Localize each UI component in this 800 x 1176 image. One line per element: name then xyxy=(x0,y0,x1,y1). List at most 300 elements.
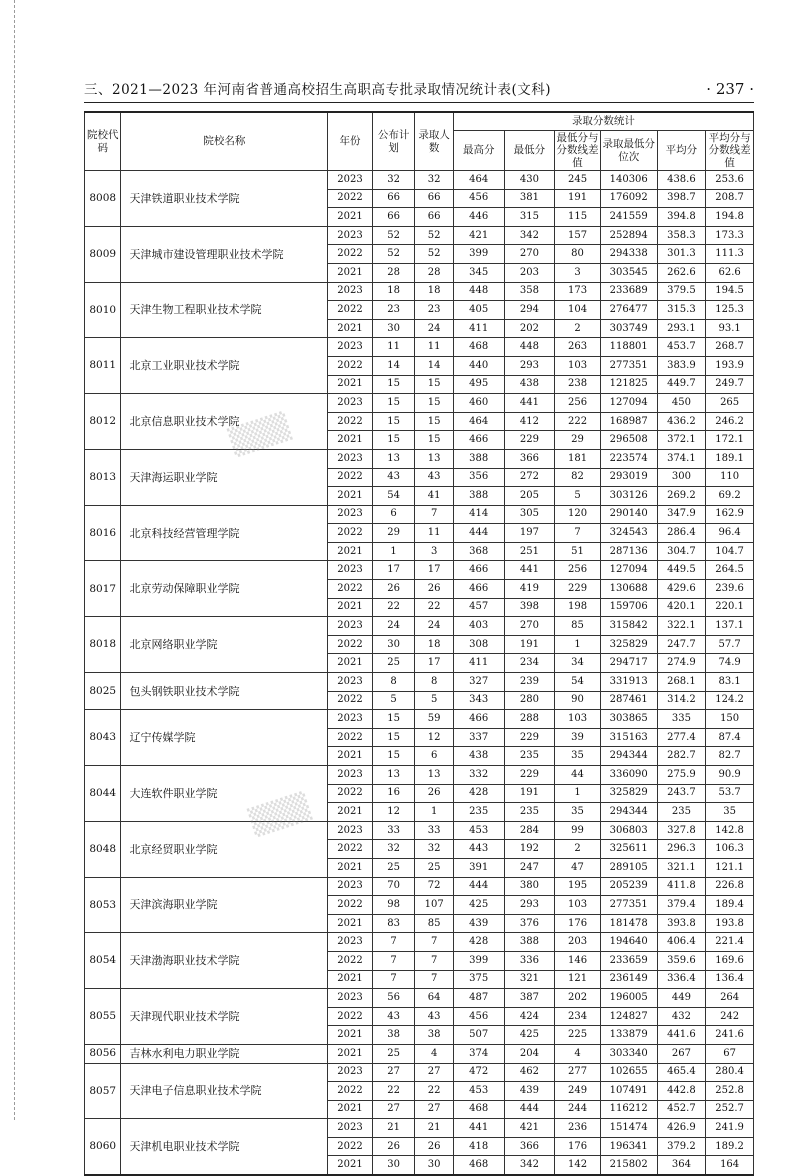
cell-min-rank: 303340 xyxy=(600,1044,657,1063)
table-body xyxy=(85,171,754,1176)
cell-max-score: 444 xyxy=(453,524,504,543)
cell-plan: 26 xyxy=(372,580,415,599)
header-min: 最低分 xyxy=(504,131,555,171)
cell-min-diff: 35 xyxy=(555,747,601,766)
cell-min-rank: 325829 xyxy=(600,784,657,803)
school-code: 8008 xyxy=(85,171,121,227)
cell-admit: 66 xyxy=(415,208,454,227)
cell-plan: 98 xyxy=(372,896,415,915)
cell-max-score: 456 xyxy=(453,1007,504,1026)
cell-avg-score: 374.1 xyxy=(657,449,706,468)
cell-plan: 32 xyxy=(372,840,415,859)
cell-admit: 7 xyxy=(415,970,454,989)
cell-max-score: 421 xyxy=(453,226,504,245)
cell-avg-score: 449.5 xyxy=(657,561,706,580)
cell-year: 2023 xyxy=(328,226,373,245)
cell-year: 2021 xyxy=(328,803,373,822)
cell-year: 2023 xyxy=(328,449,373,468)
header-avg: 平均分 xyxy=(657,131,706,171)
cell-avg-diff: 83.1 xyxy=(706,673,754,692)
cell-admit: 11 xyxy=(415,524,454,543)
cell-plan: 70 xyxy=(372,877,415,896)
cell-min-rank: 233659 xyxy=(600,951,657,970)
cell-plan: 54 xyxy=(372,487,415,506)
cell-avg-score: 379.5 xyxy=(657,282,706,301)
cell-min-rank: 252894 xyxy=(600,226,657,245)
cell-avg-diff: 136.4 xyxy=(706,970,754,989)
cell-max-score: 332 xyxy=(453,766,504,785)
cell-min-score: 203 xyxy=(504,263,555,282)
cell-min-rank: 116212 xyxy=(600,1100,657,1119)
cell-min-diff: 4 xyxy=(555,1044,601,1063)
cell-max-score: 399 xyxy=(453,245,504,264)
cell-avg-diff: 208.7 xyxy=(706,189,754,208)
cell-min-rank: 215802 xyxy=(600,1156,657,1175)
cell-avg-diff: 194.5 xyxy=(706,282,754,301)
cell-min-score: 387 xyxy=(504,989,555,1008)
cell-year: 2021 xyxy=(328,208,373,227)
cell-avg-diff: 189.2 xyxy=(706,1137,754,1156)
cell-min-score: 293 xyxy=(504,896,555,915)
school-code: 8055 xyxy=(85,989,121,1045)
cell-avg-score: 327.8 xyxy=(657,821,706,840)
cell-admit: 72 xyxy=(415,877,454,896)
cell-max-score: 495 xyxy=(453,375,504,394)
school-name: 天津机电职业技术学院 xyxy=(121,1119,328,1175)
cell-avg-score: 359.6 xyxy=(657,951,706,970)
table-row xyxy=(85,338,754,357)
cell-avg-score: 426.9 xyxy=(657,1119,706,1138)
cell-avg-diff: 96.4 xyxy=(706,524,754,543)
cell-min-score: 315 xyxy=(504,208,555,227)
school-name: 辽宁传媒学院 xyxy=(121,710,328,766)
cell-min-rank: 294344 xyxy=(600,803,657,822)
cell-year: 2022 xyxy=(328,468,373,487)
cell-avg-score: 429.6 xyxy=(657,580,706,599)
cell-plan: 7 xyxy=(372,951,415,970)
cell-min-rank: 287461 xyxy=(600,691,657,710)
cell-avg-score: 420.1 xyxy=(657,598,706,617)
table-row xyxy=(85,505,754,524)
cell-avg-diff: 268.7 xyxy=(706,338,754,357)
cell-max-score: 457 xyxy=(453,598,504,617)
cell-avg-diff: 249.7 xyxy=(706,375,754,394)
table-row xyxy=(85,561,754,580)
cell-admit: 22 xyxy=(415,598,454,617)
cell-admit: 25 xyxy=(415,858,454,877)
cell-avg-score: 379.4 xyxy=(657,896,706,915)
cell-min-diff: 1 xyxy=(555,784,601,803)
cell-min-diff: 191 xyxy=(555,189,601,208)
table-row xyxy=(85,226,754,245)
cell-plan: 83 xyxy=(372,914,415,933)
cell-max-score: 375 xyxy=(453,970,504,989)
cell-plan: 13 xyxy=(372,766,415,785)
cell-min-score: 424 xyxy=(504,1007,555,1026)
cell-max-score: 425 xyxy=(453,896,504,915)
cell-admit: 13 xyxy=(415,449,454,468)
cell-year: 2023 xyxy=(328,766,373,785)
cell-year: 2023 xyxy=(328,673,373,692)
cell-avg-diff: 252.8 xyxy=(706,1082,754,1101)
cell-plan: 26 xyxy=(372,1137,415,1156)
cell-avg-score: 406.4 xyxy=(657,933,706,952)
cell-min-rank: 127094 xyxy=(600,394,657,413)
cell-min-diff: 82 xyxy=(555,468,601,487)
cell-min-rank: 196341 xyxy=(600,1137,657,1156)
school-name: 北京工业职业技术学院 xyxy=(121,338,328,394)
cell-max-score: 374 xyxy=(453,1044,504,1063)
cell-admit: 11 xyxy=(415,338,454,357)
cell-min-score: 293 xyxy=(504,356,555,375)
cell-avg-score: 274.9 xyxy=(657,654,706,673)
cell-plan: 14 xyxy=(372,356,415,375)
cell-max-score: 391 xyxy=(453,858,504,877)
cell-max-score: 460 xyxy=(453,394,504,413)
cell-min-score: 441 xyxy=(504,561,555,580)
admission-table-container xyxy=(84,111,754,1176)
school-name: 大连软件职业学院 xyxy=(121,766,328,822)
cell-admit: 4 xyxy=(415,1044,454,1063)
cell-max-score: 418 xyxy=(453,1137,504,1156)
cell-min-score: 305 xyxy=(504,505,555,524)
cell-year: 2022 xyxy=(328,245,373,264)
cell-min-rank: 303749 xyxy=(600,319,657,338)
cell-plan: 22 xyxy=(372,598,415,617)
cell-admit: 6 xyxy=(415,747,454,766)
cell-min-rank: 336090 xyxy=(600,766,657,785)
cell-avg-score: 372.1 xyxy=(657,431,706,450)
cell-min-diff: 244 xyxy=(555,1100,601,1119)
cell-avg-score: 449.7 xyxy=(657,375,706,394)
cell-admit: 15 xyxy=(415,375,454,394)
cell-min-score: 294 xyxy=(504,301,555,320)
cell-admit: 17 xyxy=(415,654,454,673)
cell-max-score: 399 xyxy=(453,951,504,970)
cell-avg-diff: 239.6 xyxy=(706,580,754,599)
cell-min-rank: 293019 xyxy=(600,468,657,487)
cell-year: 2021 xyxy=(328,1044,373,1063)
cell-admit: 59 xyxy=(415,710,454,729)
table-row xyxy=(85,617,754,636)
cell-min-diff: 2 xyxy=(555,840,601,859)
cell-plan: 27 xyxy=(372,1100,415,1119)
cell-avg-score: 268.1 xyxy=(657,673,706,692)
cell-admit: 38 xyxy=(415,1026,454,1045)
cell-min-diff: 142 xyxy=(555,1156,601,1175)
cell-max-score: 466 xyxy=(453,561,504,580)
school-code: 8012 xyxy=(85,394,121,450)
cell-admit: 66 xyxy=(415,189,454,208)
school-code: 8043 xyxy=(85,710,121,766)
cell-max-score: 456 xyxy=(453,189,504,208)
cell-avg-diff: 111.3 xyxy=(706,245,754,264)
cell-avg-diff: 69.2 xyxy=(706,487,754,506)
cell-min-score: 247 xyxy=(504,858,555,877)
cell-min-diff: 120 xyxy=(555,505,601,524)
cell-min-rank: 236149 xyxy=(600,970,657,989)
cell-min-score: 444 xyxy=(504,1100,555,1119)
cell-avg-score: 243.7 xyxy=(657,784,706,803)
cell-min-diff: 35 xyxy=(555,803,601,822)
cell-avg-diff: 173.3 xyxy=(706,226,754,245)
cell-plan: 15 xyxy=(372,431,415,450)
cell-year: 2021 xyxy=(328,858,373,877)
cell-min-score: 239 xyxy=(504,673,555,692)
cell-admit: 85 xyxy=(415,914,454,933)
cell-admit: 17 xyxy=(415,561,454,580)
cell-avg-score: 441.6 xyxy=(657,1026,706,1045)
cell-year: 2022 xyxy=(328,189,373,208)
cell-min-diff: 225 xyxy=(555,1026,601,1045)
cell-min-score: 376 xyxy=(504,914,555,933)
cell-avg-score: 442.8 xyxy=(657,1082,706,1101)
cell-admit: 24 xyxy=(415,319,454,338)
cell-min-rank: 306803 xyxy=(600,821,657,840)
table-row xyxy=(85,877,754,896)
page-title: 三、2021—2023 年河南省普通高校招生高职高专批录取情况统计表(文科) xyxy=(84,82,552,98)
school-code: 8054 xyxy=(85,933,121,989)
cell-avg-score: 269.2 xyxy=(657,487,706,506)
school-name: 天津现代职业技术学院 xyxy=(121,989,328,1045)
cell-admit: 27 xyxy=(415,1100,454,1119)
cell-avg-score: 296.3 xyxy=(657,840,706,859)
table-header xyxy=(85,112,754,171)
cell-max-score: 440 xyxy=(453,356,504,375)
cell-max-score: 507 xyxy=(453,1026,504,1045)
cell-year: 2021 xyxy=(328,1026,373,1045)
cell-min-score: 380 xyxy=(504,877,555,896)
cell-min-rank: 151474 xyxy=(600,1119,657,1138)
cell-min-score: 270 xyxy=(504,245,555,264)
cell-year: 2021 xyxy=(328,598,373,617)
cell-year: 2023 xyxy=(328,933,373,952)
cell-avg-diff: 106.3 xyxy=(706,840,754,859)
cell-min-diff: 99 xyxy=(555,821,601,840)
cell-min-diff: 29 xyxy=(555,431,601,450)
cell-min-rank: 325829 xyxy=(600,635,657,654)
cell-min-diff: 51 xyxy=(555,542,601,561)
cell-avg-diff: 137.1 xyxy=(706,617,754,636)
cell-avg-diff: 172.1 xyxy=(706,431,754,450)
cell-max-score: 388 xyxy=(453,487,504,506)
cell-avg-diff: 280.4 xyxy=(706,1063,754,1082)
school-code: 8009 xyxy=(85,226,121,282)
school-name: 北京科技经营管理学院 xyxy=(121,505,328,561)
cell-max-score: 327 xyxy=(453,673,504,692)
cell-avg-diff: 253.6 xyxy=(706,171,754,190)
cell-year: 2021 xyxy=(328,970,373,989)
cell-min-diff: 85 xyxy=(555,617,601,636)
cell-year: 2023 xyxy=(328,561,373,580)
cell-max-score: 444 xyxy=(453,877,504,896)
cell-year: 2023 xyxy=(328,394,373,413)
cell-avg-score: 282.7 xyxy=(657,747,706,766)
cell-min-score: 234 xyxy=(504,654,555,673)
cell-plan: 66 xyxy=(372,208,415,227)
cell-min-diff: 47 xyxy=(555,858,601,877)
cell-avg-diff: 242 xyxy=(706,1007,754,1026)
cell-avg-score: 301.3 xyxy=(657,245,706,264)
cell-min-rank: 118801 xyxy=(600,338,657,357)
cell-year: 2021 xyxy=(328,487,373,506)
cell-admit: 33 xyxy=(415,821,454,840)
cell-min-score: 366 xyxy=(504,449,555,468)
header-year: 年份 xyxy=(328,112,373,171)
header-max: 最高分 xyxy=(453,131,504,171)
cell-min-score: 205 xyxy=(504,487,555,506)
cell-year: 2021 xyxy=(328,431,373,450)
cell-max-score: 411 xyxy=(453,319,504,338)
cell-max-score: 343 xyxy=(453,691,504,710)
cell-min-score: 342 xyxy=(504,1156,555,1175)
cell-avg-score: 235 xyxy=(657,803,706,822)
cell-avg-diff: 74.9 xyxy=(706,654,754,673)
cell-plan: 30 xyxy=(372,1156,415,1175)
cell-avg-diff: 121.1 xyxy=(706,858,754,877)
cell-avg-diff: 193.9 xyxy=(706,356,754,375)
cell-min-diff: 234 xyxy=(555,1007,601,1026)
cell-avg-score: 262.6 xyxy=(657,263,706,282)
cell-year: 2021 xyxy=(328,1100,373,1119)
cell-year: 2022 xyxy=(328,1137,373,1156)
cell-min-rank: 205239 xyxy=(600,877,657,896)
cell-admit: 18 xyxy=(415,635,454,654)
cell-min-rank: 127094 xyxy=(600,561,657,580)
cell-min-rank: 276477 xyxy=(600,301,657,320)
cell-plan: 28 xyxy=(372,263,415,282)
cell-avg-score: 449 xyxy=(657,989,706,1008)
cell-avg-score: 453.7 xyxy=(657,338,706,357)
cell-plan: 25 xyxy=(372,1044,415,1063)
header-min-diff: 最低分与分数线差值 xyxy=(556,132,599,169)
cell-plan: 29 xyxy=(372,524,415,543)
cell-plan: 23 xyxy=(372,301,415,320)
cell-year: 2021 xyxy=(328,747,373,766)
header-rank: 录取最低分位次 xyxy=(600,131,657,171)
cell-min-score: 235 xyxy=(504,747,555,766)
school-code: 8025 xyxy=(85,673,121,710)
cell-min-rank: 296508 xyxy=(600,431,657,450)
cell-year: 2022 xyxy=(328,951,373,970)
cell-year: 2023 xyxy=(328,505,373,524)
cell-min-score: 197 xyxy=(504,524,555,543)
cell-min-rank: 140306 xyxy=(600,171,657,190)
cell-plan: 38 xyxy=(372,1026,415,1045)
table-row xyxy=(85,989,754,1008)
cell-avg-score: 293.1 xyxy=(657,319,706,338)
cell-avg-score: 347.9 xyxy=(657,505,706,524)
cell-min-diff: 115 xyxy=(555,208,601,227)
cell-avg-diff: 35 xyxy=(706,803,754,822)
cell-min-rank: 294344 xyxy=(600,747,657,766)
cell-min-diff: 90 xyxy=(555,691,601,710)
cell-admit: 43 xyxy=(415,1007,454,1026)
cell-min-diff: 44 xyxy=(555,766,601,785)
cell-plan: 25 xyxy=(372,654,415,673)
school-code: 8011 xyxy=(85,338,121,394)
cell-year: 2022 xyxy=(328,1082,373,1101)
cell-avg-score: 277.4 xyxy=(657,728,706,747)
cell-min-score: 438 xyxy=(504,375,555,394)
cell-avg-diff: 67 xyxy=(706,1044,754,1063)
cell-plan: 7 xyxy=(372,970,415,989)
cell-plan: 24 xyxy=(372,617,415,636)
cell-avg-diff: 252.7 xyxy=(706,1100,754,1119)
cell-year: 2022 xyxy=(328,635,373,654)
cell-year: 2023 xyxy=(328,617,373,636)
cell-min-rank: 315842 xyxy=(600,617,657,636)
cell-year: 2023 xyxy=(328,877,373,896)
cell-min-diff: 198 xyxy=(555,598,601,617)
cell-plan: 33 xyxy=(372,821,415,840)
cell-avg-diff: 169.6 xyxy=(706,951,754,970)
cell-min-rank: 289105 xyxy=(600,858,657,877)
cell-max-score: 453 xyxy=(453,821,504,840)
cell-min-score: 366 xyxy=(504,1137,555,1156)
school-name: 天津渤海职业技术学院 xyxy=(121,933,328,989)
cell-max-score: 411 xyxy=(453,654,504,673)
cell-min-score: 202 xyxy=(504,319,555,338)
cell-max-score: 356 xyxy=(453,468,504,487)
cell-plan: 22 xyxy=(372,1082,415,1101)
cell-min-diff: 1 xyxy=(555,635,601,654)
cell-min-score: 191 xyxy=(504,784,555,803)
cell-min-score: 229 xyxy=(504,728,555,747)
cell-min-rank: 159706 xyxy=(600,598,657,617)
cell-plan: 8 xyxy=(372,673,415,692)
cell-admit: 5 xyxy=(415,691,454,710)
cell-min-rank: 133879 xyxy=(600,1026,657,1045)
cell-avg-score: 383.9 xyxy=(657,356,706,375)
cell-admit: 7 xyxy=(415,933,454,952)
cell-max-score: 466 xyxy=(453,580,504,599)
cell-avg-score: 335 xyxy=(657,710,706,729)
cell-avg-score: 286.4 xyxy=(657,524,706,543)
cell-admit: 27 xyxy=(415,1063,454,1082)
cell-avg-diff: 87.4 xyxy=(706,728,754,747)
cell-min-score: 336 xyxy=(504,951,555,970)
cell-max-score: 464 xyxy=(453,171,504,190)
cell-max-score: 464 xyxy=(453,412,504,431)
cell-min-diff: 103 xyxy=(555,356,601,375)
cell-min-diff: 5 xyxy=(555,487,601,506)
cell-avg-score: 358.3 xyxy=(657,226,706,245)
cell-min-rank: 287136 xyxy=(600,542,657,561)
cell-plan: 43 xyxy=(372,1007,415,1026)
cell-year: 2023 xyxy=(328,821,373,840)
cell-max-score: 441 xyxy=(453,1119,504,1138)
cell-max-score: 468 xyxy=(453,1100,504,1119)
cell-avg-score: 300 xyxy=(657,468,706,487)
cell-min-diff: 202 xyxy=(555,989,601,1008)
cell-min-score: 358 xyxy=(504,282,555,301)
cell-avg-diff: 241.6 xyxy=(706,1026,754,1045)
cell-min-score: 280 xyxy=(504,691,555,710)
cell-avg-diff: 264.5 xyxy=(706,561,754,580)
cell-min-score: 462 xyxy=(504,1063,555,1082)
cell-min-rank: 325611 xyxy=(600,840,657,859)
cell-min-diff: 263 xyxy=(555,338,601,357)
cell-avg-diff: 142.8 xyxy=(706,821,754,840)
cell-min-score: 388 xyxy=(504,933,555,952)
cell-plan: 21 xyxy=(372,1119,415,1138)
cell-min-score: 235 xyxy=(504,803,555,822)
school-code: 8048 xyxy=(85,821,121,877)
cell-min-rank: 194640 xyxy=(600,933,657,952)
table-row xyxy=(85,171,754,190)
cell-year: 2021 xyxy=(328,542,373,561)
